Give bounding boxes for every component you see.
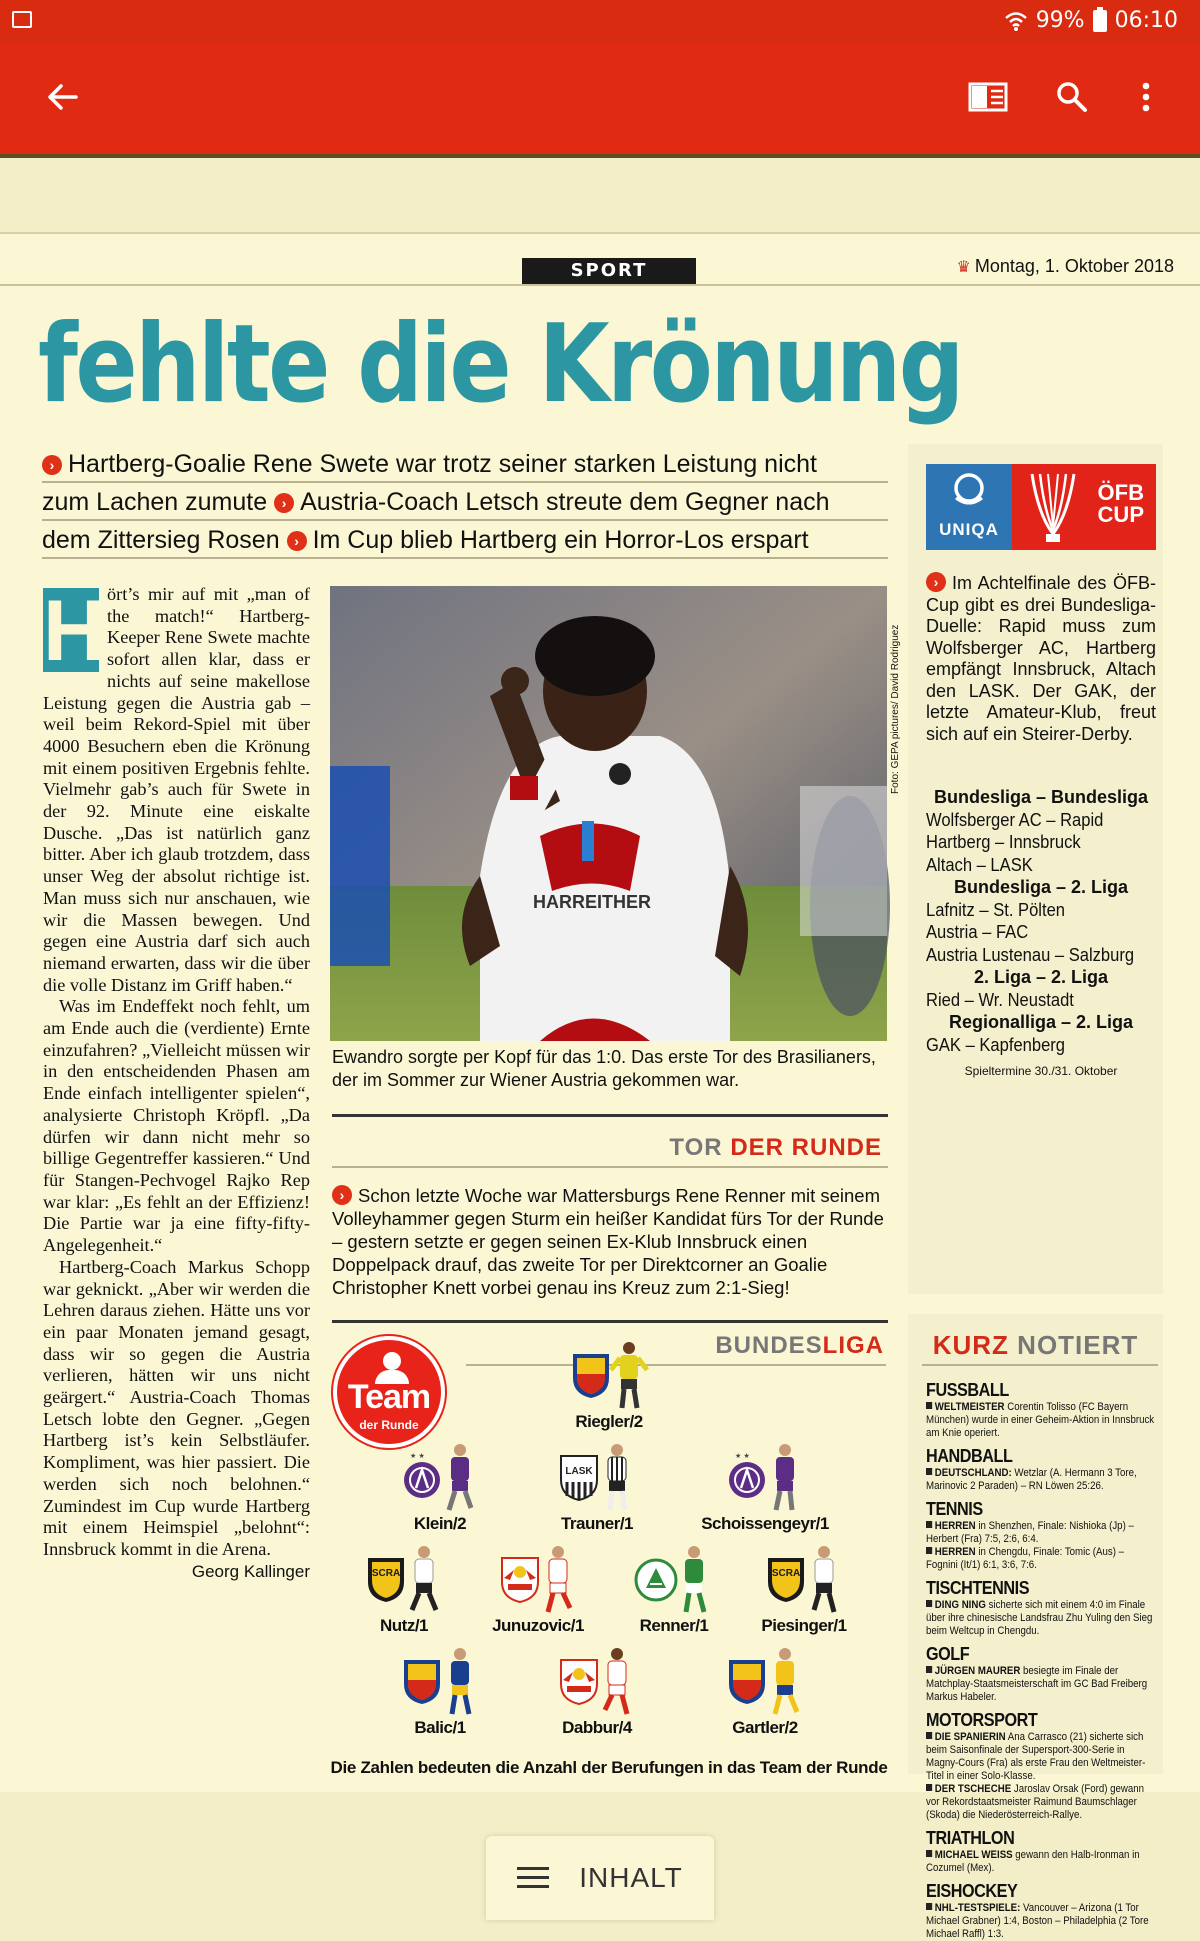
tor-der-runde-text: › Schon letzte Woche war Mattersburgs Rene Renner mit seinem Volleyhammer gegen Sturm ein heißer Kandidat fürs Tor der Runde – gestern setzte er gegen seinen Ex-Klub Innsbruck einen Doppelpack drauf, das zweite Tor per Direktcorner an Goalie Christopher Knett vorbei genau ins Kreuz zum 2:1-Sieg! xyxy=(332,1185,884,1298)
drop-cap: H xyxy=(43,583,106,679)
photo-credit: Foto: GEPA pictures/ David Rodriguez xyxy=(890,624,901,794)
article-body xyxy=(43,584,310,1582)
austria-wien-crest-icon xyxy=(400,1452,444,1502)
crown-icon: ♛ xyxy=(956,259,971,276)
player-figure-icon xyxy=(440,1442,480,1512)
red-bull-salzburg-crest-icon xyxy=(557,1656,601,1706)
svg-text:SCRA: SCRA xyxy=(371,1568,401,1579)
bullet-arrow-icon: › xyxy=(42,455,62,475)
austria-wien-crest-icon xyxy=(725,1452,769,1502)
player-figure-icon xyxy=(597,1646,637,1716)
cup-sidebar xyxy=(908,444,1163,1294)
search-button[interactable] xyxy=(1042,67,1102,127)
oefb-cup-logo: ÖFB CUP xyxy=(1012,464,1156,550)
bullet-arrow-icon: › xyxy=(287,531,307,551)
person-icon xyxy=(383,1352,401,1370)
bundesliga-title: BUNDESLIGA xyxy=(715,1332,884,1359)
player-figure-icon xyxy=(765,1646,805,1716)
subheadline: › Hartberg-Goalie Rene Swete war trotz seiner starken Leistung nicht zum Lachen zumute › Austria-Coach Letsch streute dem Gegner nach dem Zittersieg Rosen › Im Cup blieb Hartberg ein Horror-Los erspart xyxy=(42,445,888,559)
more-options-button[interactable] xyxy=(1116,67,1176,127)
reader-view-icon xyxy=(968,82,1008,112)
lask-crest-icon xyxy=(557,1452,601,1502)
player-balic: Balic/1 xyxy=(360,1646,520,1738)
header-rule xyxy=(0,284,1200,286)
article-paragraph: ört’s mir auf mit „man of the match!“ Hartberg-Keeper Rene Swete machte sofort allen klar, dass er nichts auf seine makellose Leistung gegen die Austria gab – weil beim Rekord-Spiel mit über 4000 Besuchern eben die Krönung mit einem positiven Ergebnis fehlte. Vielmehr gab’s auch für Swete in der 92. Minute eine eiskalte Dusche. „Das ist natürlich ganz bitter. Aber ich glaub trotzdem, dass unser Weg der absolut richtige ist. Man muss sich nur anschauen, wie wir die Massen bewegen. Und gegen eine Austria darf sich auch niemand erwarten, dass wir die über die volle Distanz im Griff haben.“ xyxy=(43,584,310,995)
tsv-hartberg-crest-icon xyxy=(569,1350,613,1400)
uniqa-logo: UNIQA xyxy=(926,464,1012,550)
bullet-arrow-icon: › xyxy=(926,572,946,592)
kurz-title: KURZ NOTIERT xyxy=(932,1330,1139,1360)
article-paragraph: Hartberg-Coach Markus Schopp war geknickt. „Aber wir werden die Lehren daraus ziehen. Hätte uns vor ein paar Monaten jemand gesagt, dass wir so gegen die Austria verlieren, hätten wir uns nicht geärgert.“ Austria-Coach Thomas Letsch lobte den Gegner. „Gegen Hartberg ist’s kein Selbstläufer. Kompliment, was hier passiert. Die werden sich noch belohnen.“ Zumindest im Cup wurde Hartberg mit einem Heimspiel „belohnt“: Innsbruck kommt in die Arena. xyxy=(43,1256,310,1559)
player-photo-illustration xyxy=(330,586,887,1041)
clock: 06:10 xyxy=(1114,8,1178,33)
bullet-arrow-icon: › xyxy=(274,493,294,513)
sv-mattersburg-crest-icon xyxy=(634,1554,678,1604)
reader-view-button[interactable] xyxy=(958,67,1018,127)
section-rule xyxy=(922,1364,1158,1366)
menu-icon xyxy=(517,1867,549,1889)
tsv-hartberg-crest-icon xyxy=(400,1656,444,1706)
team-note: Die Zahlen bedeuten die Anzahl der Berufungen in das Team der Runde xyxy=(330,1758,888,1777)
goalkeeper-figure-icon xyxy=(609,1340,649,1410)
battery-icon xyxy=(1093,10,1107,32)
team-of-the-round xyxy=(330,1326,888,1786)
inhalt-label: INHALT xyxy=(579,1862,683,1893)
section-rule xyxy=(332,1114,888,1117)
tsv-hartberg-crest-icon xyxy=(725,1656,769,1706)
article-photo xyxy=(330,586,887,1041)
more-vert-icon xyxy=(1142,82,1150,112)
status-bar xyxy=(0,0,1200,43)
player-renner: Renner/1 xyxy=(594,1544,754,1636)
player-schoissengeyr: ★ ★ Schoissengeyr/1 xyxy=(685,1442,845,1534)
photo-caption: Ewandro sorgte per Kopf für das 1:0. Das erste Tor des Brasilianers, der im Sommer zur Wiener Austria gekommen war. xyxy=(332,1047,876,1090)
player-junuzovic: Junuzovic/1 xyxy=(458,1544,618,1636)
gallery-notification-icon xyxy=(12,11,32,28)
cup-fixtures: Bundesliga – Bundesliga Wolfsberger AC – Rapid Hartberg – Innsbruck Altach – LASK Bundesliga – 2. Liga Lafnitz – St. Pölten Austria – FAC Austria Lustenau – Salzburg 2. Liga – 2. Liga Ried – Wr. Neustadt Regionalliga – 2. Liga GAK – Kapfenberg Spieltermine 30./31. Oktober xyxy=(926,787,1149,1078)
app-bar xyxy=(0,43,1200,154)
bullet-arrow-icon: › xyxy=(332,1185,352,1205)
red-bull-salzburg-crest-icon xyxy=(498,1554,542,1604)
section-rule xyxy=(332,1320,888,1323)
arrow-left-icon xyxy=(46,83,78,111)
player-figure-icon xyxy=(674,1544,714,1614)
issue-date: ♛ Montag, 1. Oktober 2018 xyxy=(956,256,1174,276)
search-icon xyxy=(1056,81,1088,113)
author: Georg Kallinger xyxy=(191,1561,310,1581)
section-tag: SPORT xyxy=(522,258,696,284)
player-figure-icon xyxy=(538,1544,578,1614)
svg-text:LASK: LASK xyxy=(565,1466,593,1477)
player-figure-icon xyxy=(404,1544,444,1614)
player-gartler: Gartler/2 xyxy=(685,1646,845,1738)
team-der-runde-badge: Team der Runde xyxy=(333,1336,445,1448)
cup-text: › Im Achtelfinale des ÖFB-Cup gibt es drei Bundesliga-Duelle: Rapid muss zum Wolfsberger AC, Hartberg empfängt Innsbruck, Altach den LASK. Der GAK, der letzte Amateur-Klub, freut sich auf ein Steirer-Derby. xyxy=(926,573,1156,744)
player-nutz: SCRA Nutz/1 xyxy=(324,1544,484,1636)
tor-der-runde-title: TOR DER RUNDE xyxy=(669,1134,882,1161)
sponsor-logos xyxy=(926,464,1156,550)
player-piesinger: SCRA Piesinger/1 xyxy=(724,1544,884,1636)
player-dabbur: Dabbur/4 xyxy=(517,1646,677,1738)
battery-percent: 99% xyxy=(1035,8,1085,33)
player-figure-icon xyxy=(440,1646,480,1716)
inhalt-button[interactable] xyxy=(486,1836,714,1920)
uniqa-mark-icon xyxy=(926,464,1012,514)
player-figure-icon xyxy=(597,1442,637,1512)
wifi-icon xyxy=(1004,10,1028,32)
svg-text:★ ★: ★ ★ xyxy=(735,1452,750,1460)
player-trauner: LASK Trauner/1 xyxy=(517,1442,677,1534)
player-klein: ★ ★ Klein/2 xyxy=(360,1442,520,1534)
player-figure-icon xyxy=(804,1544,844,1614)
jersey-sponsor: HARREITHER xyxy=(532,892,652,912)
kurz-notiert: KURZ NOTIERT FUSSBALL WELTMEISTER Corentin Tolisso (FC Bayern München) wurde in einer Geheim-Aktion in Innsbruck am Knie operiert. HANDBALL DEUTSCHLAND: Wetzlar (A. Hermann 3 Tore, Marinovic 2 Paraden) – RN Löwen 25:26. TENNIS HERREN in Shenzhen, Finale: Nishioka (Jp) – Herbert (Fra) 7:5, 2:6, 6:4. HERREN in Chengdu, Finale: Tomic (Aus) – Fognini (It/1) 6:1, 3:6, 7:6. TISCHTENNIS DING NING sicherte sich mit einem 4:0 im Finale über ihre chinesische Landsfrau Zhu Yuling den Sieg beim Weltcup in Chengdu. GOLF JÜRGEN MAURER besiegte im Finale der Matchplay-Staatsmeisterschaft im GC Bad Freiberg Markus Habeler. MOTORSPORT DIE SPANIERIN Ana Carrasco (21) sicherte sich beim Saisonfinale der Supersport-300-Serie in Magny-Cours (Fra) als erste Frau den Weltmeister-Titel in einer Solo-Klasse. DER TSCHECHE Jaroslav Orsak (Ford) gewann vor Rekordstaatsmeister Raimund Baumschlager (Skoda) die Niederösterreich-Rallye. TRIATHLON MICHAEL WEISS gewann den Halb-Ironman in Cozumel (Mex). EISHOCKEY NHL-TESTSPIELE: Vancouver – Arizona (1 Tor Michael Grabner) 1:4, Boston – Philadelphia (2 Tore Michael Raffl) 1:3. xyxy=(908,1314,1163,1774)
scr-altach-crest-icon xyxy=(364,1554,408,1604)
section-rule xyxy=(332,1166,888,1168)
back-button[interactable] xyxy=(32,67,92,127)
cup-trophy-icon xyxy=(1018,464,1088,550)
scr-altach-crest-icon xyxy=(764,1554,808,1604)
article-paragraph: Was im Endeffekt noch fehlt, um am Ende auch die (verdiente) Ernte einzufahren? „Vielleicht müssen wir in den entscheidenden Phasen am Ende einfach intelligenter spielen“, analysierte Christoph Kröpfl. „Da dürfen wir dann nicht mehr so billige Gegentreffer kassieren.“ Und für Stangen-Pechvogel Rajko Rep war klar: „Es fehlt an der Effizienz! Die Partie war ja eine fifty-fifty-Angelegenheit.“ xyxy=(43,996,310,1256)
svg-text:SCRA: SCRA xyxy=(771,1568,801,1579)
player-figure-icon xyxy=(765,1442,805,1512)
player-riegler: Riegler/2 xyxy=(529,1340,689,1432)
svg-text:★ ★: ★ ★ xyxy=(410,1452,425,1460)
headline: fehlte die Krönung xyxy=(38,302,962,427)
